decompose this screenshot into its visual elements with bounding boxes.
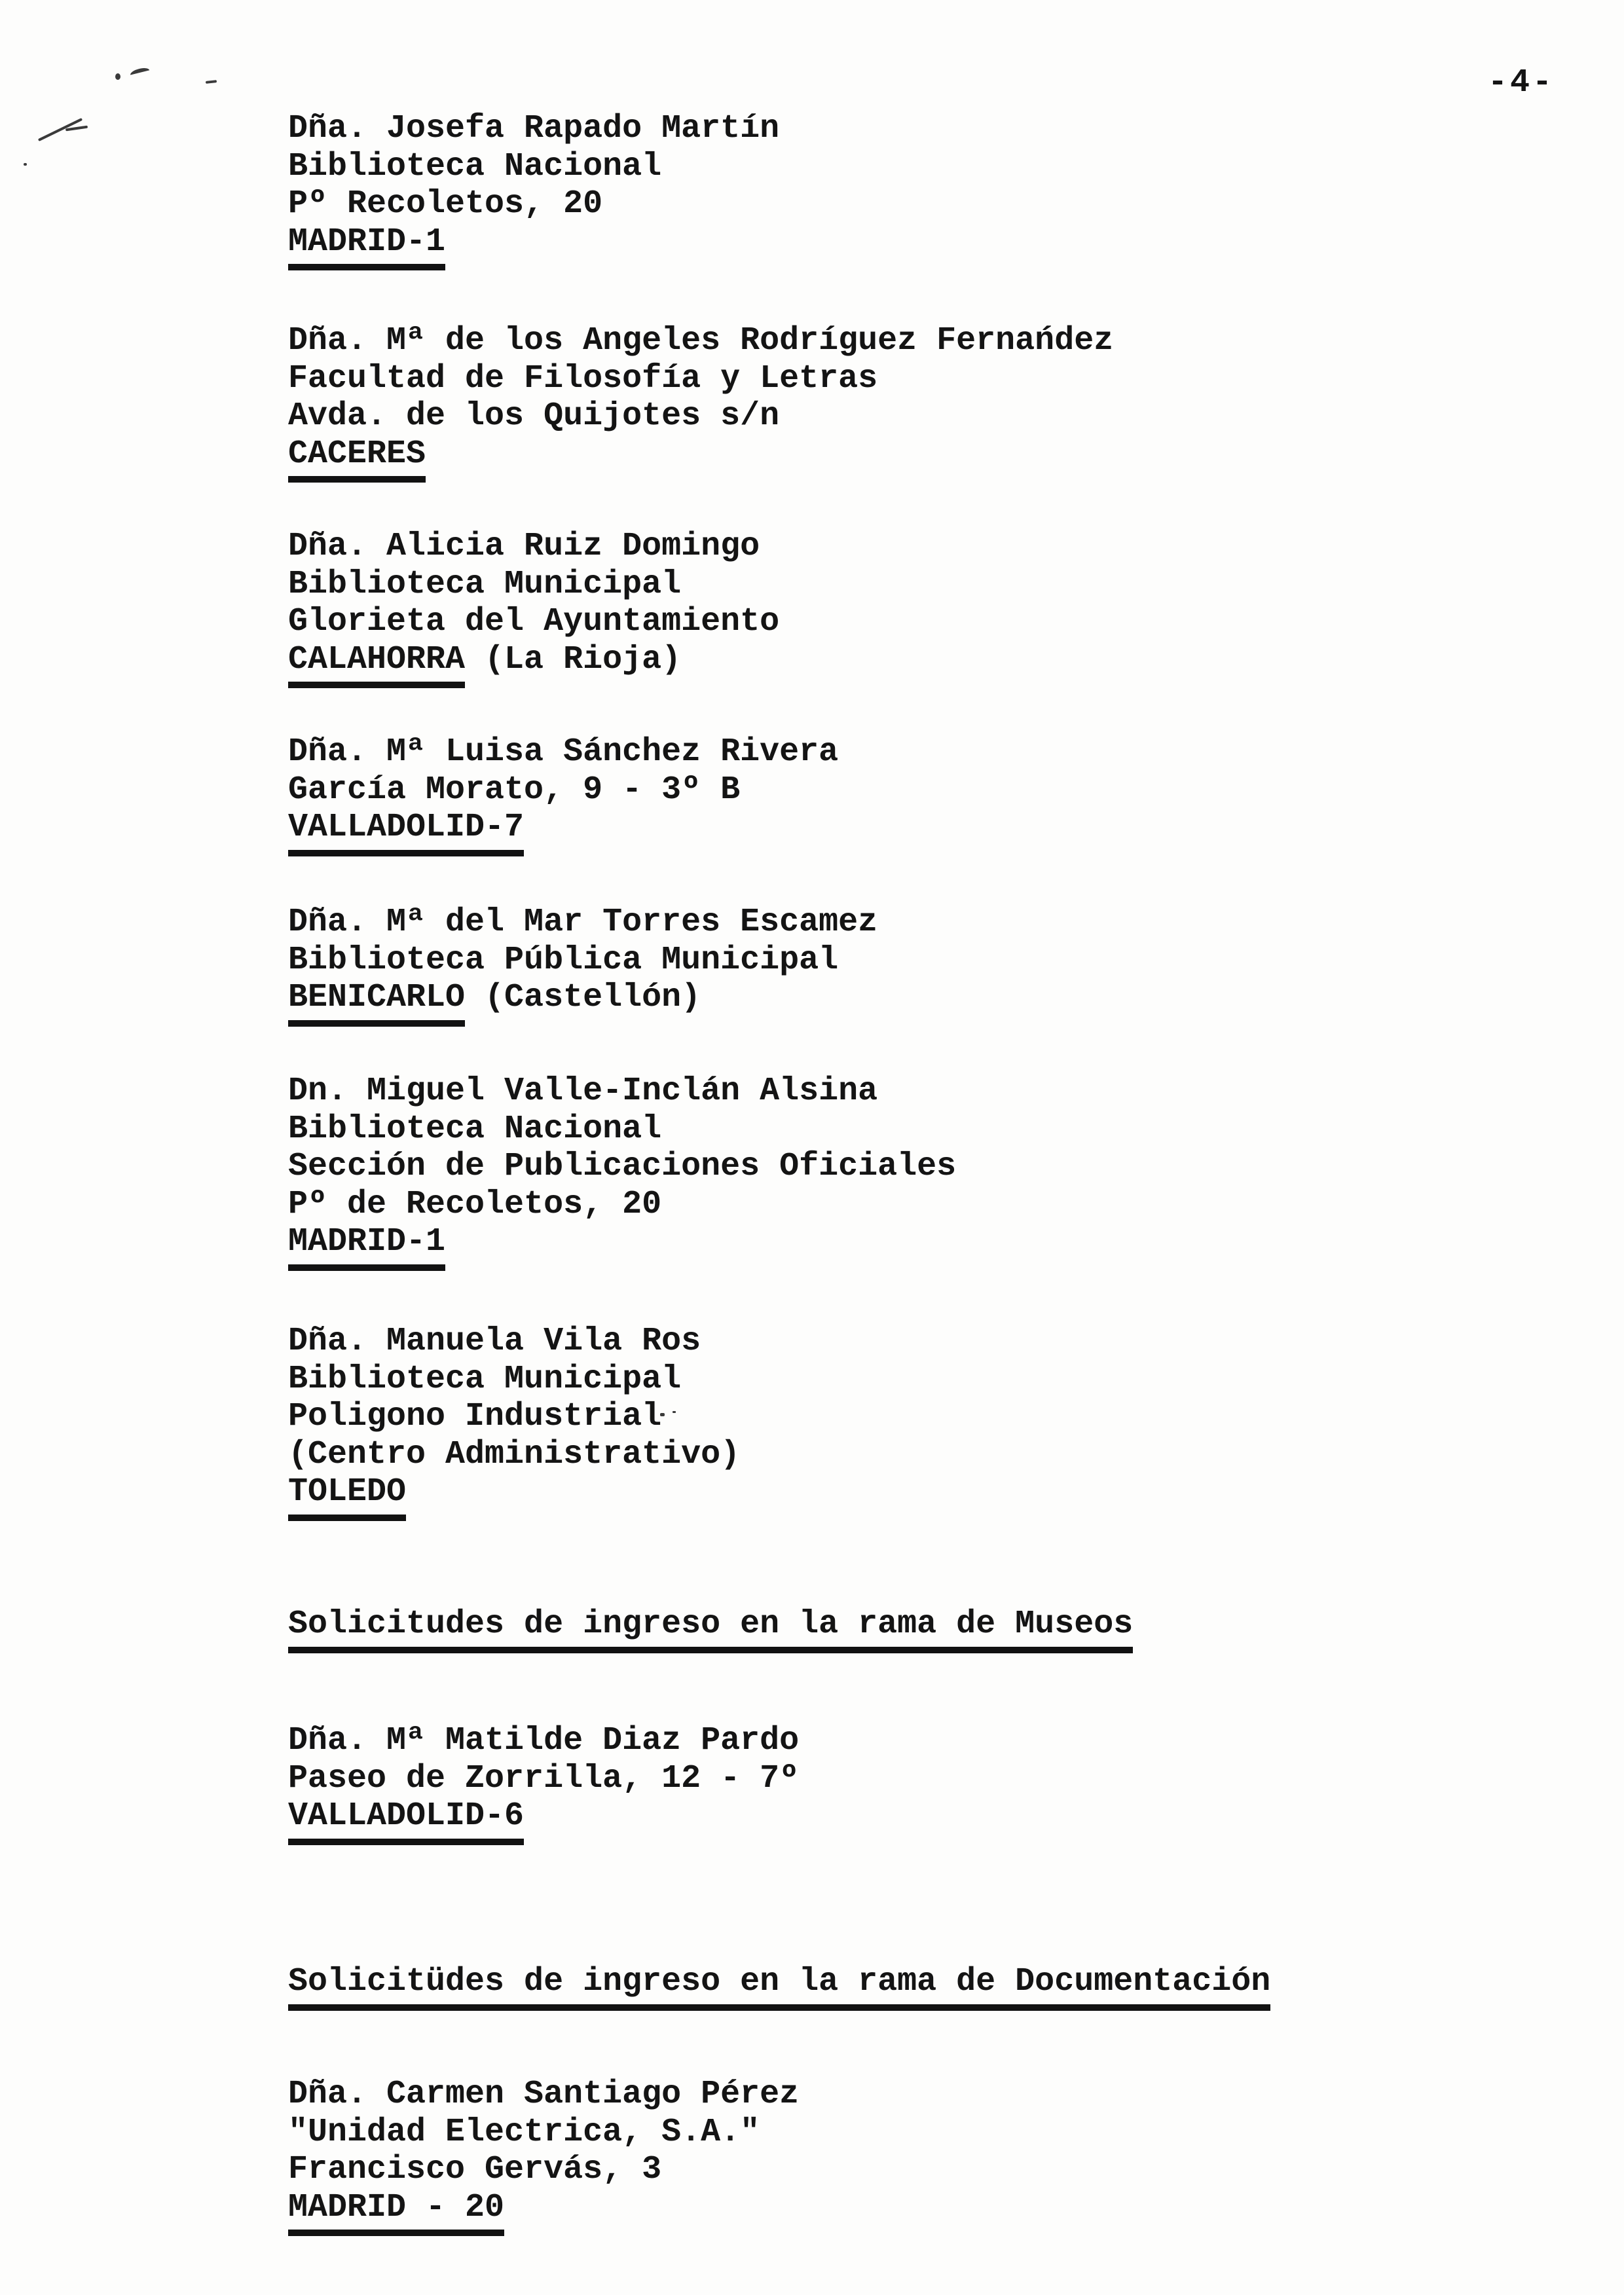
pen-mark [115,73,120,80]
entry-city: TOLEDO [288,1473,406,1521]
entry-line: Glorieta del Ayuntamiento [288,603,780,640]
entry-city-line [288,223,779,261]
entry-line: Dña. Josefa Rapado Martín [288,110,780,147]
address-entry [288,2076,799,2226]
entry-line: Pº Recoletos, 20 [288,185,603,223]
entry-line: Biblioteca Municipal [288,565,682,603]
entry-line: Dña. Mª Luisa Sánchez Rivera [288,733,839,771]
entry-line: Dn. Miguel Valle-Inclán Alsina [288,1073,878,1110]
entry-line: Biblioteca Municipal [288,1360,682,1398]
entry-city-line [288,641,779,679]
address-entry [288,904,877,1017]
entry-city: VALLADOLID-6 [288,1797,524,1845]
entry-city: CACERES [288,435,426,483]
entry-line: Dña. Carmen Santiago Pérez [288,2076,800,2113]
entry-line: Biblioteca Nacional [288,1110,662,1148]
entry-city: MADRID-1 [288,1223,445,1271]
entry-line: Sección de Publicaciones Oficiales [288,1148,957,1185]
page-number: -4- [1488,64,1555,101]
section-heading-text: Solicitüdes de ingreso en la rama de Documentación [288,1963,1270,2011]
entry-city: BENICARLO [288,979,465,1027]
section-heading-documentacion [288,1963,1270,2001]
entry-line: Francisco Gervás, 3 [288,2151,662,2188]
section-heading-text: Solicitudes de ingreso en la rama de Museos [288,1606,1133,1653]
entry-city-line [288,435,1113,473]
entry-city-line [288,1797,799,1835]
entry-city-suffix: (La Rioja) [465,640,682,678]
entry-line: (Centro Administrativo) [288,1435,741,1473]
entry-line: Biblioteca Pública Municipal [288,941,839,979]
entry-line: Poligono Industrial [288,1398,662,1435]
entry-city: CALAHORRA [288,641,465,689]
entry-line: Biblioteca Nacional [288,147,662,185]
entry-line: Dña. Mª Matilde Diaz Pardo [288,1722,800,1759]
address-entry [288,528,779,678]
entry-city-suffix: (Castellón) [465,979,701,1016]
address-entry [288,1722,799,1835]
pen-mark [24,163,27,166]
entry-line: "Unidad Electrica, S.A." [288,2113,760,2151]
entry-city: MADRID-1 [288,223,445,271]
entry-city-line [288,809,838,847]
pen-mark [206,80,217,84]
entry-line: Dña. Alicia Ruiz Domingo [288,528,760,565]
entry-city-line [288,1223,956,1261]
address-entry [288,322,1113,473]
address-entry [288,733,838,847]
entry-line: García Morato, 9 - 3º B [288,771,741,809]
entry-city: MADRID - 20 [288,2189,504,2237]
entry-city-line [288,979,877,1017]
entry-city-line [288,1473,740,1511]
entry-line: Avda. de los Quijotes s/n [288,397,780,435]
entry-line: Pº de Recoletos, 20 [288,1185,662,1223]
address-entry [288,1073,956,1261]
entry-city-line [288,2189,799,2227]
address-entry [288,1323,740,1511]
entry-city: VALLADOLID-7 [288,809,524,856]
entry-line: Paseo de Zorrilla, 12 - 7º [288,1759,800,1797]
entry-line: Dña. Manuela Vila Ros [288,1323,701,1360]
entry-line: Dña. Mª de los Angeles Rodríguez Fernańdez [288,322,1114,359]
pen-mark [130,66,150,75]
section-heading-museos [288,1606,1133,1643]
address-entry [288,110,779,261]
entry-line: Dña. Mª del Mar Torres Escamez [288,904,878,941]
entry-line: Facultad de Filosofía y Letras [288,359,878,397]
